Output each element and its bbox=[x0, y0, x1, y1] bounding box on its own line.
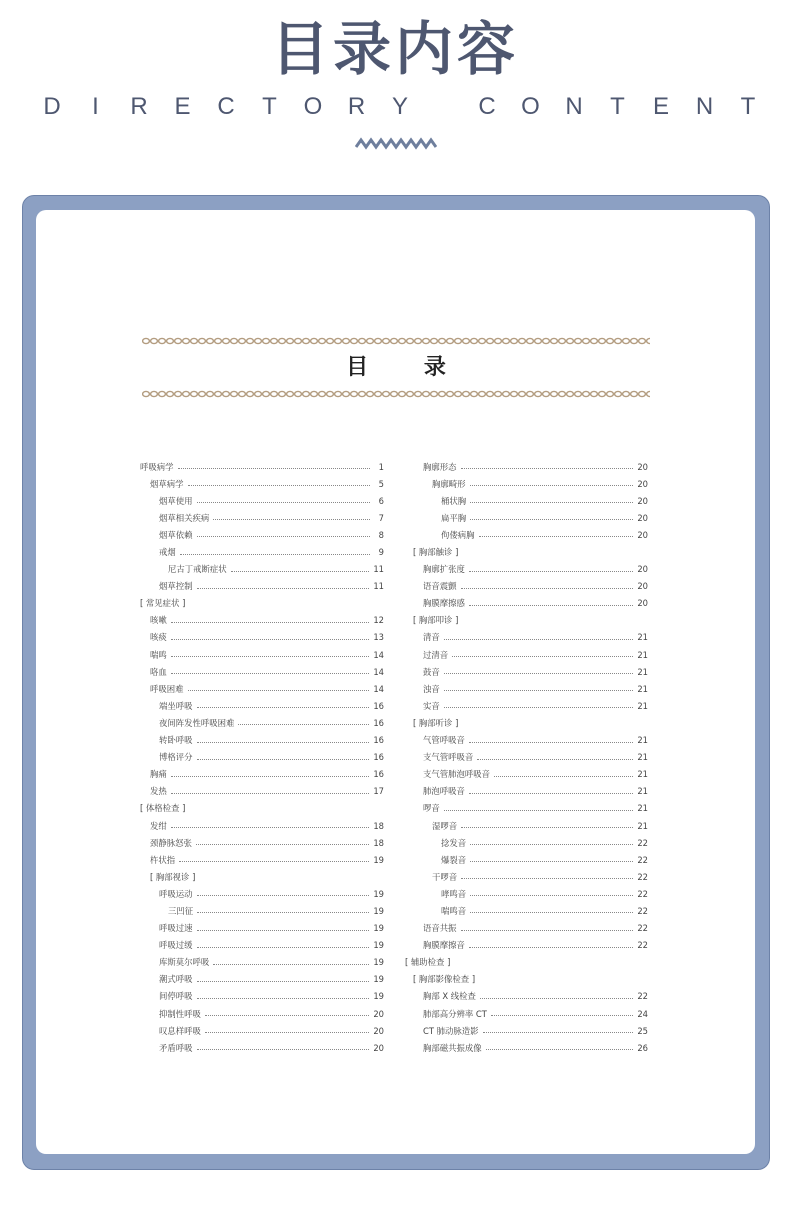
toc-entry-page: 22 bbox=[637, 837, 648, 848]
toc-entry[interactable] bbox=[405, 954, 648, 971]
toc-entry[interactable] bbox=[140, 732, 384, 749]
toc-entry-label: 喘鸣音 bbox=[441, 905, 467, 916]
toc-entry-label: 转卧呼吸 bbox=[159, 735, 193, 746]
toc-entry-label: [ 胸部听诊 ] bbox=[413, 717, 459, 728]
toc-entry-page: 14 bbox=[373, 666, 384, 677]
toc-leader-dots bbox=[171, 776, 370, 777]
toc-leader-dots bbox=[205, 1032, 369, 1033]
toc-leader-dots bbox=[231, 571, 370, 572]
toc-leader-dots bbox=[197, 707, 370, 708]
toc-entry[interactable] bbox=[405, 920, 648, 937]
toc-entry-label: 胸膜摩擦感 bbox=[423, 598, 465, 609]
toc-entry-page: 21 bbox=[637, 786, 648, 797]
subtitle-letter: R bbox=[130, 93, 148, 120]
toc-entry-label: 支气管肺泡呼吸音 bbox=[423, 769, 490, 780]
toc-entry[interactable] bbox=[140, 475, 384, 492]
toc-entry-label: 爆裂音 bbox=[441, 854, 467, 865]
toc-entry-page: 20 bbox=[637, 529, 648, 540]
toc-entry-page: 11 bbox=[373, 564, 384, 575]
toc-entry[interactable] bbox=[405, 800, 648, 817]
toc-leader-dots bbox=[213, 964, 369, 965]
toc-entry-page: 21 bbox=[637, 803, 648, 814]
toc-entry-page: 1 bbox=[378, 461, 384, 472]
toc-entry-label: 捻发音 bbox=[441, 837, 467, 848]
toc-entry[interactable] bbox=[140, 612, 384, 629]
toc-entry-label: 抑制性呼吸 bbox=[159, 1008, 201, 1019]
toc-column-right bbox=[405, 458, 648, 1056]
toc-entry[interactable] bbox=[140, 629, 384, 646]
toc-entry-page: 13 bbox=[373, 632, 384, 643]
toc-entry-label: [ 辅助检查 ] bbox=[405, 957, 451, 968]
toc-leader-dots bbox=[197, 536, 371, 537]
toc-entry-label: 烟草病学 bbox=[150, 478, 184, 489]
toc-entry[interactable] bbox=[140, 578, 384, 595]
toc-entry[interactable] bbox=[405, 1005, 648, 1022]
subtitle-letter: O bbox=[303, 93, 323, 120]
toc-entry[interactable] bbox=[405, 714, 648, 731]
toc-entry[interactable] bbox=[140, 902, 384, 919]
toc-leader-dots bbox=[477, 759, 633, 760]
toc-entry-label: 叹息样呼吸 bbox=[159, 1025, 201, 1036]
toc-entry[interactable] bbox=[140, 509, 384, 526]
toc-entry[interactable] bbox=[405, 509, 648, 526]
toc-entry-label: 鼓音 bbox=[423, 666, 440, 677]
toc-entry-page: 19 bbox=[373, 905, 384, 916]
toc-leader-dots bbox=[197, 895, 370, 896]
toc-leader-dots bbox=[491, 1015, 633, 1016]
toc-entry-page: 14 bbox=[373, 683, 384, 694]
toc-entry-page: 16 bbox=[373, 735, 384, 746]
toc-entry-label: 过清音 bbox=[423, 649, 449, 660]
toc-leader-dots bbox=[197, 759, 370, 760]
toc-entry-label: 胸膜摩擦音 bbox=[423, 940, 465, 951]
toc-leader-dots bbox=[171, 827, 370, 828]
toc-entry[interactable] bbox=[405, 697, 648, 714]
toc-entry-page: 21 bbox=[637, 666, 648, 677]
toc-entry[interactable] bbox=[405, 851, 648, 868]
toc-leader-dots bbox=[197, 912, 369, 913]
toc-entry-label: 干啰音 bbox=[432, 871, 458, 882]
toc-entry[interactable] bbox=[405, 492, 648, 509]
toc-entry-label: CT 肺动脉造影 bbox=[423, 1025, 479, 1036]
toc-entry[interactable] bbox=[140, 680, 384, 697]
toc-entry-label: 杵状指 bbox=[150, 854, 176, 865]
toc-leader-dots bbox=[196, 844, 369, 845]
toc-entry-page: 19 bbox=[373, 991, 384, 1002]
toc-entry-label: 发绀 bbox=[150, 820, 167, 831]
toc-entry-label: [ 胸部影像检查 ] bbox=[413, 974, 476, 985]
toc-leader-dots bbox=[461, 827, 633, 828]
toc-leader-dots bbox=[171, 656, 370, 657]
toc-leader-dots bbox=[452, 656, 633, 657]
toc-leader-dots bbox=[469, 605, 633, 606]
toc-entry[interactable] bbox=[140, 783, 384, 800]
toc-entry-page: 16 bbox=[373, 752, 384, 763]
toc-entry-label: 烟草使用 bbox=[159, 495, 193, 506]
toc-entry[interactable] bbox=[140, 766, 384, 783]
toc-entry-page: 22 bbox=[637, 905, 648, 916]
toc-entry-page: 19 bbox=[373, 854, 384, 865]
toc-leader-dots bbox=[479, 536, 634, 537]
toc-entry-page: 20 bbox=[637, 461, 648, 472]
toc-entry[interactable] bbox=[405, 817, 648, 834]
subtitle-letter: D bbox=[43, 93, 61, 120]
toc-leader-dots bbox=[197, 588, 370, 589]
toc-entry[interactable] bbox=[140, 834, 384, 851]
toc-leader-dots bbox=[238, 724, 369, 725]
toc-leader-dots bbox=[461, 588, 634, 589]
toc-entry-label: 烟草相关疾病 bbox=[159, 512, 210, 523]
toc-entry[interactable] bbox=[405, 868, 648, 885]
toc-entry-label: 咯血 bbox=[150, 666, 167, 677]
toc-entry[interactable] bbox=[405, 766, 648, 783]
toc-entry-label: 语音震颤 bbox=[423, 581, 457, 592]
toc-leader-dots bbox=[470, 844, 633, 845]
toc-leader-dots bbox=[444, 673, 634, 674]
toc-entry[interactable] bbox=[405, 595, 648, 612]
toc-entry-page: 9 bbox=[378, 547, 384, 558]
subtitle-letter: T bbox=[262, 93, 277, 120]
toc-entry-page: 21 bbox=[637, 700, 648, 711]
toc-entry[interactable] bbox=[405, 663, 648, 680]
toc-entry-page: 18 bbox=[373, 820, 384, 831]
toc-entry[interactable] bbox=[140, 885, 384, 902]
toc-entry-label: 矛盾呼吸 bbox=[159, 1042, 193, 1053]
toc-entry-label: 胸廓畸形 bbox=[432, 478, 466, 489]
toc-entry-label: 间停呼吸 bbox=[159, 991, 193, 1002]
toc-entry[interactable] bbox=[140, 492, 384, 509]
subtitle-letter: Y bbox=[391, 93, 408, 120]
toc-entry-page: 18 bbox=[373, 837, 384, 848]
toc-leader-dots bbox=[486, 1049, 634, 1050]
toc-entry-label: 烟草控制 bbox=[159, 581, 193, 592]
toc-entry-label: 气管呼吸音 bbox=[423, 735, 465, 746]
subtitle-letter: C bbox=[478, 93, 496, 120]
toc-entry[interactable] bbox=[405, 1039, 648, 1056]
toc-entry-page: 22 bbox=[637, 888, 648, 899]
toc-entry-page: 20 bbox=[637, 581, 648, 592]
toc-entry-label: 胸部 X 线检查 bbox=[423, 991, 476, 1002]
toc-entry-label: 呼吸运动 bbox=[159, 888, 193, 899]
toc-entry[interactable] bbox=[140, 920, 384, 937]
toc-leader-dots bbox=[470, 895, 633, 896]
toc-leader-dots bbox=[461, 878, 633, 879]
subtitle-letter bbox=[432, 92, 456, 122]
toc-entry-label: 发热 bbox=[150, 786, 167, 797]
zigzag-ornament-icon bbox=[355, 134, 437, 152]
toc-leader-dots bbox=[180, 554, 370, 555]
toc-entry-label: 哮鸣音 bbox=[441, 888, 467, 899]
toc-leader-dots bbox=[469, 947, 633, 948]
toc-leader-dots bbox=[444, 690, 634, 691]
toc-entry[interactable] bbox=[140, 697, 384, 714]
toc-entry[interactable] bbox=[405, 937, 648, 954]
toc-entry-label: 戒烟 bbox=[159, 547, 176, 558]
toc-entry-label: 实音 bbox=[423, 700, 440, 711]
toc-entry-label: 浊音 bbox=[423, 683, 440, 694]
toc-entry-label: 胸廓扩张度 bbox=[423, 564, 465, 575]
subtitle-letter: N bbox=[565, 93, 583, 120]
toc-entry-label: [ 胸部视诊 ] bbox=[150, 871, 196, 882]
toc-entry-page: 11 bbox=[373, 581, 384, 592]
toc-entry-page: 20 bbox=[373, 1042, 384, 1053]
toc-entry-page: 22 bbox=[637, 923, 648, 934]
toc-leader-dots bbox=[205, 1015, 369, 1016]
toc-entry-label: 喘鸣 bbox=[150, 649, 167, 660]
subtitle-letter: T bbox=[740, 93, 756, 120]
toc-entry[interactable] bbox=[140, 561, 384, 578]
toc-entry-label: 库斯莫尔呼吸 bbox=[159, 957, 210, 968]
toc-leader-dots bbox=[197, 947, 370, 948]
toc-entry[interactable] bbox=[405, 646, 648, 663]
toc-entry-page: 6 bbox=[378, 495, 384, 506]
toc-entry-label: 湿啰音 bbox=[432, 820, 458, 831]
page-heading: 目录内容 bbox=[270, 15, 519, 83]
toc-entry[interactable] bbox=[140, 1039, 384, 1056]
toc-entry[interactable] bbox=[140, 749, 384, 766]
toc-leader-dots bbox=[179, 861, 369, 862]
toc-entry-label: 呼吸困难 bbox=[150, 683, 184, 694]
toc-entry[interactable] bbox=[405, 629, 648, 646]
toc-entry-label: 佝偻病胸 bbox=[441, 529, 475, 540]
subtitle-letter: O bbox=[521, 93, 540, 120]
rope-border-bottom-icon bbox=[142, 390, 650, 398]
toc-entry[interactable] bbox=[405, 578, 648, 595]
toc-entry[interactable] bbox=[405, 1022, 648, 1039]
toc-entry-label: 扁平胸 bbox=[441, 512, 467, 523]
toc-entry-page: 25 bbox=[637, 1025, 648, 1036]
toc-entry-page: 21 bbox=[637, 683, 648, 694]
toc-leader-dots bbox=[444, 707, 634, 708]
toc-entry-page: 20 bbox=[637, 564, 648, 575]
subtitle-letter: I bbox=[92, 93, 99, 120]
toc-entry[interactable] bbox=[140, 526, 384, 543]
toc-entry[interactable] bbox=[140, 458, 384, 475]
toc-entry-label: 三凹征 bbox=[168, 905, 194, 916]
subtitle-letter: C bbox=[217, 93, 235, 120]
toc-leader-dots bbox=[444, 639, 634, 640]
toc-entry-page: 7 bbox=[378, 512, 384, 523]
toc-entry-page: 26 bbox=[637, 1042, 648, 1053]
toc-entry-page: 20 bbox=[373, 1025, 384, 1036]
toc-entry[interactable] bbox=[140, 971, 384, 988]
toc-entry-page: 16 bbox=[373, 717, 384, 728]
subtitle-letter: T bbox=[610, 93, 625, 120]
toc-entry-label: 支气管呼吸音 bbox=[423, 752, 474, 763]
subtitle-letter: E bbox=[174, 93, 191, 120]
toc-entry-label: 尼古丁戒断症状 bbox=[168, 564, 227, 575]
toc-entry[interactable] bbox=[140, 954, 384, 971]
toc-leader-dots bbox=[461, 930, 634, 931]
toc-entry[interactable] bbox=[405, 475, 648, 492]
toc-entry[interactable] bbox=[405, 612, 648, 629]
toc-entry-page: 16 bbox=[373, 769, 384, 780]
toc-entry-page: 24 bbox=[637, 1008, 648, 1019]
toc-entry-label: 呼吸病学 bbox=[140, 461, 174, 472]
toc-entry-label: [ 胸部触诊 ] bbox=[413, 547, 459, 558]
toc-entry-page: 21 bbox=[637, 752, 648, 763]
toc-entry-page: 19 bbox=[373, 974, 384, 985]
toc-leader-dots bbox=[188, 690, 370, 691]
toc-entry-page: 22 bbox=[637, 871, 648, 882]
toc-entry-label: 咳嗽 bbox=[150, 615, 167, 626]
toc-entry-page: 17 bbox=[373, 786, 384, 797]
toc-entry[interactable] bbox=[405, 902, 648, 919]
toc-entry-label: [ 胸部叩诊 ] bbox=[413, 615, 459, 626]
toc-leader-dots bbox=[197, 998, 370, 999]
toc-entry-label: [ 体格检查 ] bbox=[140, 803, 186, 814]
toc-entry[interactable] bbox=[140, 800, 384, 817]
toc-entry-label: 胸痛 bbox=[150, 769, 167, 780]
toc-entry-label: [ 常见症状 ] bbox=[140, 598, 186, 609]
toc-entry-page: 22 bbox=[637, 991, 648, 1002]
toc-entry[interactable] bbox=[405, 561, 648, 578]
toc-entry-page: 22 bbox=[637, 940, 648, 951]
toc-entry-label: 胸廓形态 bbox=[423, 461, 457, 472]
toc-leader-dots bbox=[483, 1032, 634, 1033]
toc-entry-page: 20 bbox=[637, 512, 648, 523]
toc-leader-dots bbox=[470, 519, 633, 520]
toc-title: 目 录 bbox=[346, 354, 470, 380]
toc-entry[interactable] bbox=[405, 783, 648, 800]
toc-leader-dots bbox=[197, 981, 370, 982]
toc-entry[interactable] bbox=[140, 817, 384, 834]
toc-entry[interactable] bbox=[140, 851, 384, 868]
toc-entry[interactable] bbox=[405, 749, 648, 766]
toc-entry-label: 潮式呼吸 bbox=[159, 974, 193, 985]
toc-entry[interactable] bbox=[140, 663, 384, 680]
toc-entry-page: 21 bbox=[637, 649, 648, 660]
toc-leader-dots bbox=[444, 810, 634, 811]
toc-leader-dots bbox=[171, 793, 370, 794]
toc-entry[interactable] bbox=[405, 526, 648, 543]
toc-entry-label: 夜间阵发性呼吸困难 bbox=[159, 717, 235, 728]
toc-entry[interactable] bbox=[140, 937, 384, 954]
toc-leader-dots bbox=[469, 793, 633, 794]
toc-entry-page: 22 bbox=[637, 854, 648, 865]
toc-leader-dots bbox=[461, 468, 634, 469]
toc-entry-page: 19 bbox=[373, 957, 384, 968]
toc-leader-dots bbox=[171, 673, 370, 674]
toc-entry[interactable] bbox=[405, 834, 648, 851]
toc-entry[interactable] bbox=[405, 988, 648, 1005]
toc-column-left bbox=[140, 458, 384, 1056]
toc-entry-label: 呼吸过速 bbox=[159, 923, 193, 934]
toc-entry-label: 啰音 bbox=[423, 803, 440, 814]
toc-leader-dots bbox=[213, 519, 370, 520]
toc-leader-dots bbox=[171, 622, 370, 623]
toc-entry[interactable] bbox=[405, 680, 648, 697]
toc-entry-page: 21 bbox=[637, 769, 648, 780]
toc-entry-label: 颈静脉怒张 bbox=[150, 837, 192, 848]
toc-entry-page: 16 bbox=[373, 700, 384, 711]
toc-entry-page: 19 bbox=[373, 940, 384, 951]
toc-entry-page: 14 bbox=[373, 649, 384, 660]
toc-entry-label: 咳痰 bbox=[150, 632, 167, 643]
toc-entry-page: 21 bbox=[637, 735, 648, 746]
toc-entry[interactable] bbox=[405, 458, 648, 475]
toc-leader-dots bbox=[470, 912, 633, 913]
toc-entry[interactable] bbox=[405, 885, 648, 902]
toc-entry-label: 清音 bbox=[423, 632, 440, 643]
toc-leader-dots bbox=[480, 998, 633, 999]
subtitle-letter: R bbox=[347, 93, 366, 120]
toc-entry-page: 5 bbox=[378, 478, 384, 489]
toc-entry[interactable] bbox=[405, 732, 648, 749]
toc-entry-page: 20 bbox=[637, 495, 648, 506]
toc-entry[interactable] bbox=[140, 646, 384, 663]
toc-entry[interactable] bbox=[405, 543, 648, 560]
toc-entry-page: 20 bbox=[637, 478, 648, 489]
toc-entry-page: 21 bbox=[637, 820, 648, 831]
toc-leader-dots bbox=[197, 1049, 370, 1050]
toc-entry-label: 桶状胸 bbox=[441, 495, 467, 506]
toc-entry-label: 语音共振 bbox=[423, 923, 457, 934]
toc-entry[interactable] bbox=[140, 868, 384, 885]
toc-entry-label: 肺泡呼吸音 bbox=[423, 786, 465, 797]
toc-leader-dots bbox=[469, 742, 633, 743]
toc-entry-label: 肺部高分辨率 CT bbox=[423, 1008, 487, 1019]
toc-entry-page: 8 bbox=[378, 529, 384, 540]
subtitle-letter: E bbox=[652, 93, 669, 120]
subtitle-letter: N bbox=[695, 93, 714, 120]
toc-leader-dots bbox=[197, 930, 370, 931]
toc-entry-label: 胸部磁共振成像 bbox=[423, 1042, 482, 1053]
toc-entry[interactable] bbox=[405, 971, 648, 988]
toc-entry[interactable] bbox=[140, 595, 384, 612]
rope-border-top-icon bbox=[142, 337, 650, 345]
toc-entry[interactable] bbox=[140, 988, 384, 1005]
toc-leader-dots bbox=[197, 502, 371, 503]
toc-entry-page: 19 bbox=[373, 923, 384, 934]
toc-entry[interactable] bbox=[140, 1022, 384, 1039]
page-subheading bbox=[40, 92, 760, 122]
toc-leader-dots bbox=[470, 861, 633, 862]
toc-leader-dots bbox=[494, 776, 633, 777]
toc-entry[interactable] bbox=[140, 1005, 384, 1022]
toc-leader-dots bbox=[470, 502, 633, 503]
toc-entry[interactable] bbox=[140, 714, 384, 731]
toc-leader-dots bbox=[197, 742, 370, 743]
toc-leader-dots bbox=[469, 571, 633, 572]
toc-entry-label: 博格评分 bbox=[159, 752, 193, 763]
toc-entry[interactable] bbox=[140, 543, 384, 560]
toc-entry-page: 12 bbox=[373, 615, 384, 626]
toc-entry-page: 21 bbox=[637, 632, 648, 643]
toc-leader-dots bbox=[188, 485, 371, 486]
toc-entry-page: 19 bbox=[373, 888, 384, 899]
toc-entry-label: 端坐呼吸 bbox=[159, 700, 193, 711]
toc-leader-dots bbox=[470, 485, 634, 486]
toc-entry-page: 20 bbox=[637, 598, 648, 609]
toc-entry-page: 20 bbox=[373, 1008, 384, 1019]
toc-entry-label: 烟草依赖 bbox=[159, 529, 193, 540]
toc-leader-dots bbox=[171, 639, 370, 640]
toc-entry-label: 呼吸过缓 bbox=[159, 940, 193, 951]
toc-leader-dots bbox=[178, 468, 371, 469]
